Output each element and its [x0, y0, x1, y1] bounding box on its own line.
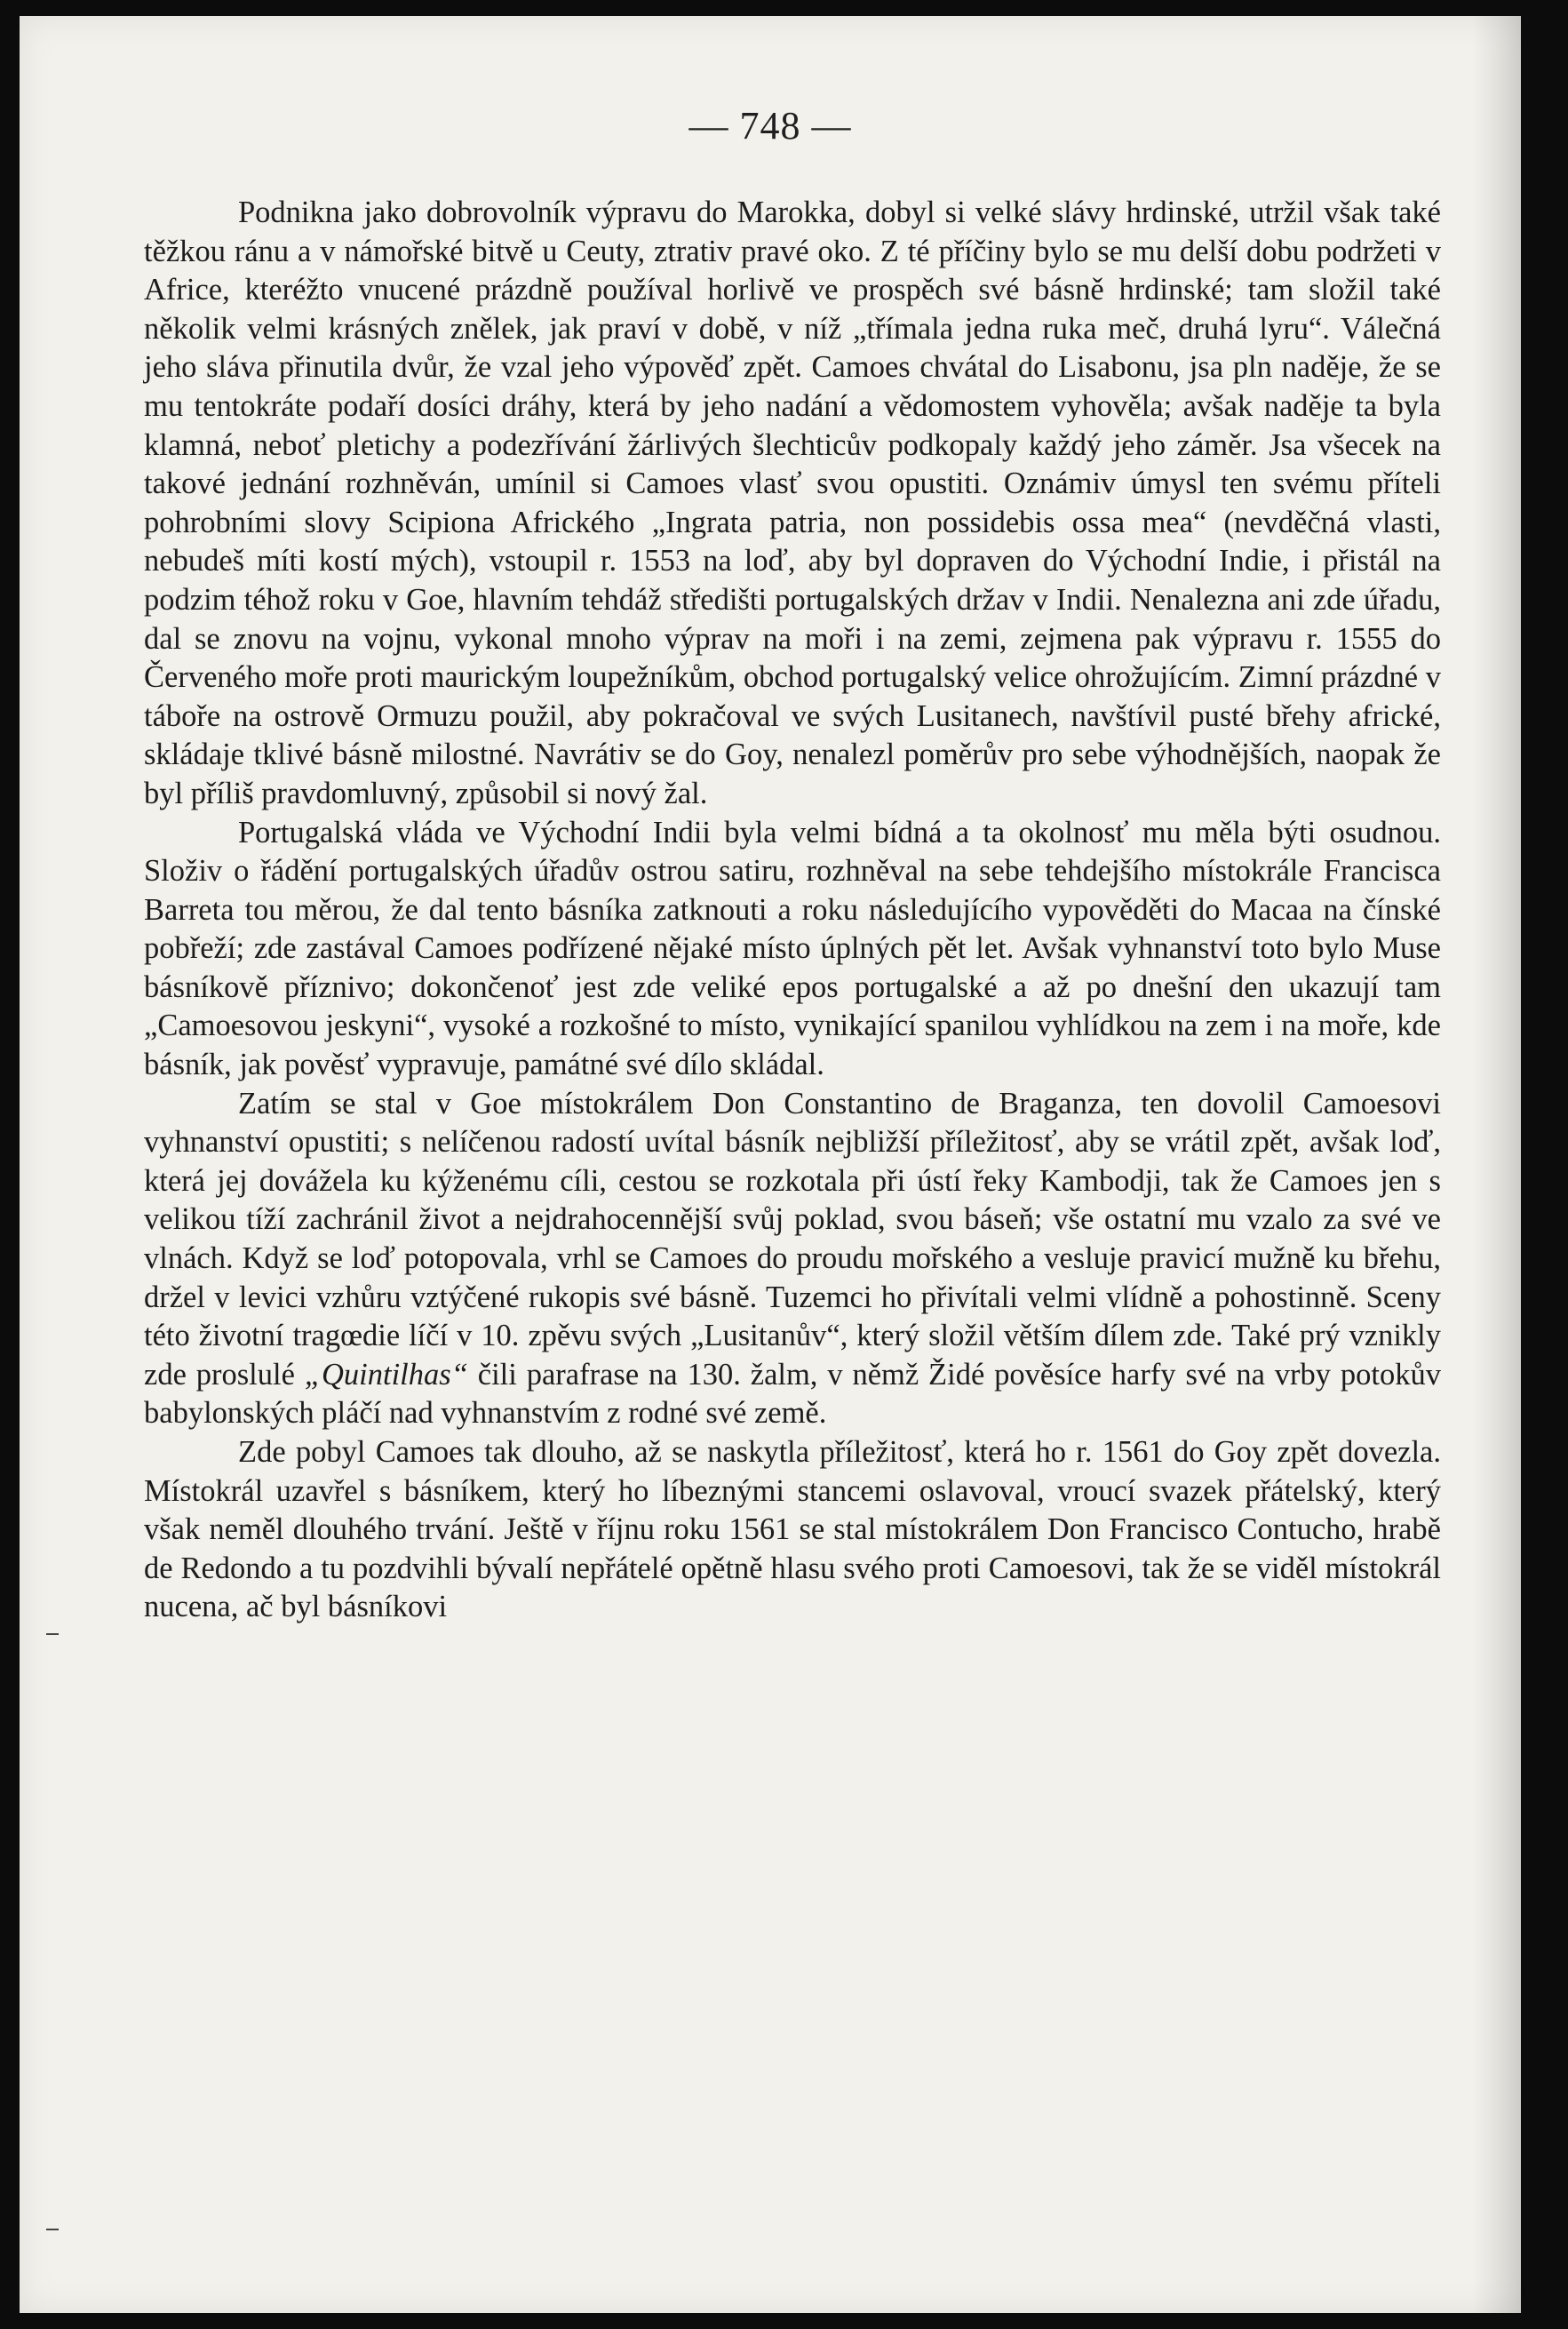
paragraph-3 — [144, 1085, 1441, 1433]
book-page — [20, 16, 1521, 2313]
paragraph-4: Zde pobyl Camoes tak dlouho, až se naskytla příležitosť, která ho r. 1561 do Goy zpět dovezla. Místokrál uzavřel s básníkem, který ho líbeznými stancemi oslavoval, vroucí svazek přátelský, který však neměl dlouhého trvání. Ještě v říjnu roku 1561 se stal místokrálem Don Francisco Contucho, hrabě de Redondo a tu pozdvihli bývalí nepřátelé opětně hlasu svého proti Camoesovi, tak že se viděl místokrál nucena, ač byl básníkovi — [144, 1435, 1441, 1624]
page-shadow — [1472, 16, 1521, 2313]
paragraph-2: Portugalská vláda ve Východní Indii byla velmi bídná a ta okolnosť mu měla býti osudnou. Složiv o řádění portugalských úřadův ostrou satiru, rozhněval na sebe tehdejšího místokrále Francisca Barreta tou měrou, že dal tento básníka zatknouti a roku následujícího vypověděti do Macaa na čínské pobřeží; zde zastával Camoes podřízené nějaké místo úplných pět let. Avšak vyhnanství toto bylo Muse básníkově příznivo; dokončenoť jest zde veliké epos portugalské a až po dnešní den ukazují tam „Camoesovou jeskyni“, vysoké a rozkošné to místo, vynikající spanilou vyhlídkou na zem i na moře, kde básník, jak pověsť vypravuje, památné své dílo skládal. — [144, 815, 1441, 1082]
page-number: — 748 — — [688, 104, 852, 148]
body-text — [144, 194, 1441, 1627]
paragraph-3-text: Zatím se stal v Goe místokrálem Don Constantino de Braganza, ten dovolil Camoesovi vyhnanství opustiti; s nelíčenou radostí uvítal básník nejbližší příležitosť, aby se vrátil zpět, avšak loď, která jej dovážela ku kýženému cíli, cestou se rozkotala při ústí řeky Kambodji, tak že Camoes jen s velikou tíží zachránil život a nejdrahocennější svůj poklad, svou báseň; vše ostatní mu vzalo za své ve vlnách. Když se loď potopovala, vrhl se Camoes do proudu mořského a vesluje pravicí mužně ku břehu, držel v levici vzhůru vztýčené rukopis své básně. Tuzemci ho přivítali velmi vlídně a pohostinně. Sceny této životní tragœdie líčí v 10. zpěvu svých „Lusitanův“, který složil větším dílem zde. Také prý vznikly zde proslulé — [144, 1086, 1441, 1392]
paragraph-1: Podnikna jako dobrovolník výpravu do Marokka, dobyl si velké slávy hrdinské, utržil však také těžkou ránu a v námořské bitvě u Ceuty, ztrativ pravé oko. Z té příčiny bylo se mu delší dobu podržeti v Africe, kteréžto vnucené prázdně používal horlivě ve prospěch své básně hrdinské; tam složil také několik velmi krásných znělek, jak praví v době, v níž „třímala jedna ruka meč, druhá lyru“. Válečná jeho sláva přinutila dvůr, že vzal jeho výpověď zpět. Camoes chvátal do Lisabonu, jsa pln naděje, že se mu tentokráte podaří dosíci dráhy, která by jeho nadání a vědomostem vyhověla; avšak naděje ta byla klamná, neboť pletichy a podezřívání žárlivých šlechticův podkopaly každý jeho záměr. Jsa všecek na takové jednání rozhněván, umínil si Camoes vlasť svou opustiti. Oznámiv úmysl ten svému příteli pohrobními slovy Scipiona Afrického „Ingrata patria, non possidebis ossa mea“ (nevděčná vlasti, nebudeš míti kostí mých), vstoupil r. 1553 na loď, aby byl dopraven do Východní Indie, i přistál na podzim téhož roku v Goe, hlavním tehdáž středišti portugalských držav v Indii. Nenalezna ani zde úřadu, dal se znovu na vojnu, vykonal mnoho výprav na moři i na zemi, zejmena pak výpravu r. 1555 do Červeného moře proti maurickým loupežníkům, obchod portugalský velice ohrožujícím. Zimní prázdné v táboře na ostrově Ormuzu použil, aby pokračoval ve svých Lusitanech, navštívil pusté břehy africké, skládaje tklivé básně milostné. Navrátiv se do Goy, nenalezl poměrův pro sebe výhodnějších, naopak že byl příliš pravdomluvný, způsobil si nový žal. — [144, 195, 1441, 810]
paragraph-3-text-after: čili parafrase na 130. žalm, v němž Židé pověsíce harfy své na vrby potokův babylonských pláčí nad vyhnanstvím z rodné své země. — [144, 1357, 1442, 1431]
quintilhas-title: „Quintilhas“ — [304, 1357, 468, 1392]
margin-mark — [46, 2229, 59, 2230]
margin-mark — [46, 1633, 59, 1635]
